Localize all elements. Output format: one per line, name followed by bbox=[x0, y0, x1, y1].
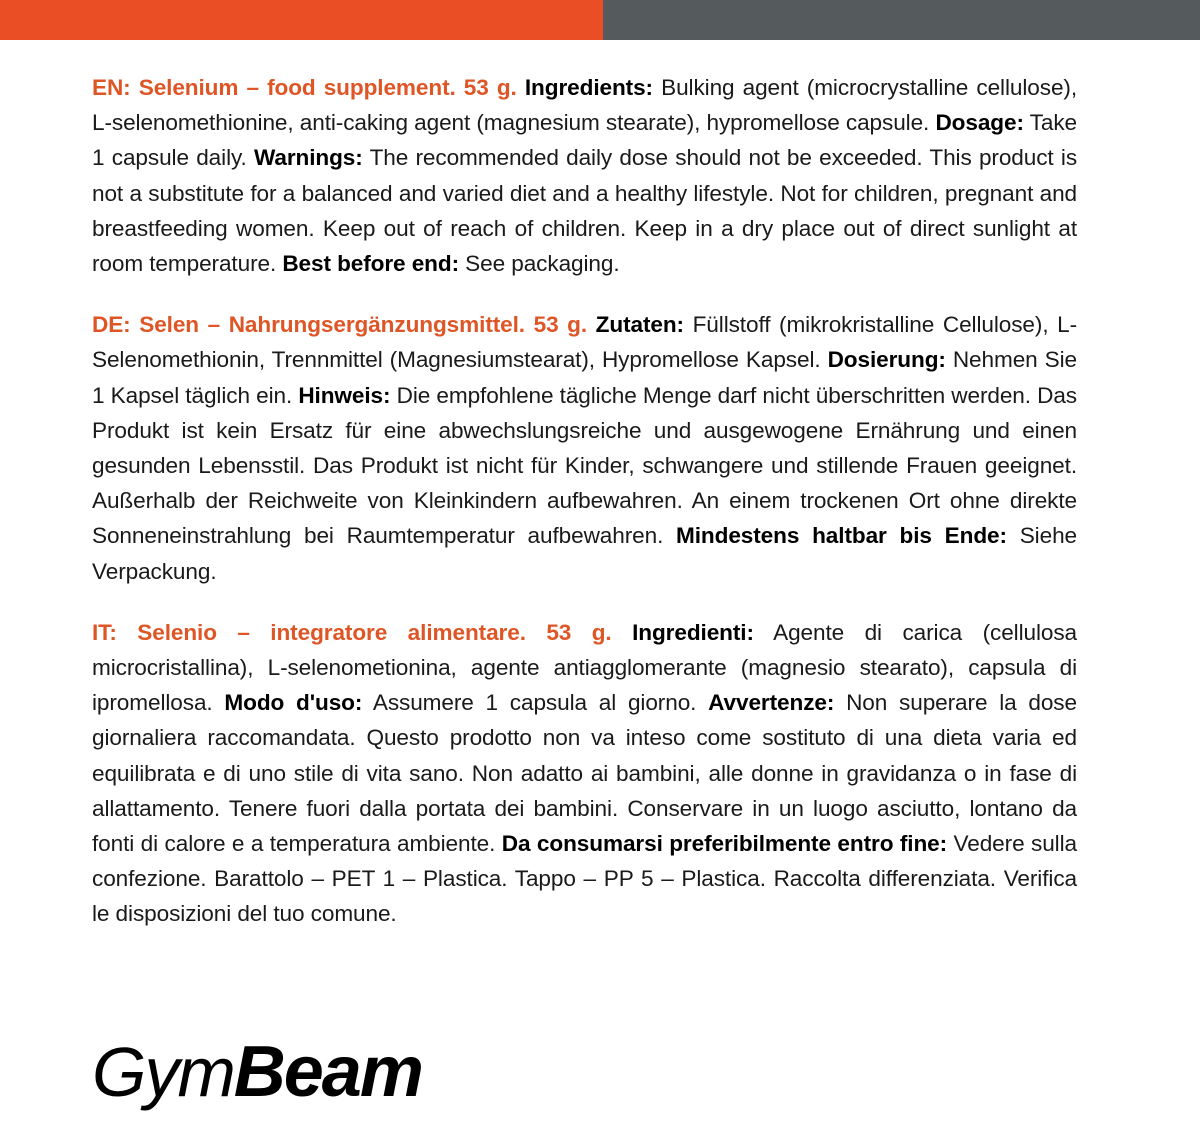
label-best-before-de: Mindestens haltbar bis Ende: bbox=[676, 523, 1007, 549]
label-warnings-en: Warnings: bbox=[253, 145, 363, 171]
heading-de: DE: Selen – Nahrungsergänzungsmittel. 53 g. bbox=[92, 312, 588, 338]
text-warnings-de: Die empfohlene tägliche Menge darf nicht überschritten werden. Das Produkt ist kein Ersatz für eine abwechslungsreiche und ausgewogene Ernährung und einen gesunden Lebensstil. Das Produkt ist nicht für Kinder, schwangere und stillende Frauen geeignet. Außerhalb der Reichweite von Kleinkindern aufbewahren. An einem trockenen Ort ohne direkte Sonneneinstrahlung bei Raumtemperatur aufbewahren. bbox=[92, 382, 1078, 549]
label-ingredients-en: Ingredients: bbox=[524, 75, 653, 100]
heading-en: EN: Selenium – food supplement. 53 g. bbox=[92, 75, 517, 100]
text-warnings-en: The recommended daily dose should not be exceeded. This product is not a substitute for a balanced and varied diet and a healthy lifestyle. Not for children, pregnant and breastfeeding women. Keep out of reach of children. Keep in a dry place out of direct sunlight at room temperature. bbox=[92, 145, 1078, 277]
text-ingredients-de: Füllstoff (mikrokristalline Cellulose), L-Selenomethionin, Trennmittel (Magnesiumstearat), Hypromellose Kapsel. bbox=[92, 312, 1078, 373]
label-dosage-de: Dosierung: bbox=[827, 347, 946, 373]
gymbeam-logo bbox=[92, 1040, 482, 1114]
gymbeam-logo-beam-text: Beam bbox=[233, 1040, 422, 1112]
text-warnings-it: Non superare la dose giornaliera raccomandata. Questo prodotto non va inteso come sostituto di una dieta varia ed equilibrata e di uno stile di vita sano. Non adatto ai bambini, alle donne in gravidanza o in fase di allattamento. Tenere fuori dalla portata dei bambini. Conservare in un luogo asciutto, lontano da fonti di calore e a temperatura ambiente. bbox=[92, 690, 1077, 857]
text-dosage-en: Take 1 capsule daily. bbox=[92, 110, 1078, 171]
text-dosage-it: Assumere 1 capsula al giorno. bbox=[362, 690, 709, 716]
label-warnings-de: Hinweis: bbox=[298, 382, 391, 408]
text-dosage-de: Nehmen Sie 1 Kapsel täglich ein. bbox=[92, 347, 1078, 408]
gymbeam-logo-wordmark bbox=[92, 1040, 482, 1114]
language-block-en bbox=[92, 70, 1077, 281]
text-best-before-en: See packaging. bbox=[459, 251, 620, 277]
heading-it: IT: Selenio – integratore alimentare. 53 g. bbox=[92, 619, 612, 645]
label-ingredients-it: Ingredienti: bbox=[632, 619, 754, 645]
label-ingredients-de: Zutaten: bbox=[595, 312, 684, 338]
language-block-it bbox=[92, 615, 1077, 932]
text-best-before-it: Vedere sulla confezione. Barattolo – PET 1 – Plastica. Tappo – PP 5 – Plastica. Raccolta differenziata. Verifica le disposizioni del tuo comune. bbox=[92, 831, 1077, 927]
label-best-before-en: Best before end: bbox=[282, 251, 459, 277]
text-best-before-de: Siehe Verpackung. bbox=[92, 523, 1077, 584]
top-accent-bar bbox=[0, 0, 1200, 40]
top-bar-orange-block bbox=[0, 0, 603, 40]
language-block-de bbox=[92, 307, 1077, 589]
text-ingredients-en: Bulking agent (microcrystalline cellulose), L-selenomethionine, anti-caking agent (magnesium stearate), hypromellose capsule. bbox=[92, 75, 1078, 136]
label-warnings-it: Avvertenze: bbox=[708, 690, 835, 716]
label-best-before-it: Da consumarsi preferibilmente entro fine: bbox=[501, 831, 948, 857]
gymbeam-logo-gym-text: GymBeam bbox=[92, 1040, 422, 1112]
top-bar-grey-block bbox=[603, 0, 1200, 40]
label-dosage-it: Modo d'uso: bbox=[224, 690, 363, 716]
label-text-content bbox=[92, 70, 1077, 932]
label-dosage-en: Dosage: bbox=[935, 110, 1024, 136]
text-ingredients-it: Agente di carica (cellulosa microcristallina), L-selenometionina, agente antiagglomerante (magnesio stearato), capsula di ipromellosa. bbox=[92, 619, 1078, 716]
